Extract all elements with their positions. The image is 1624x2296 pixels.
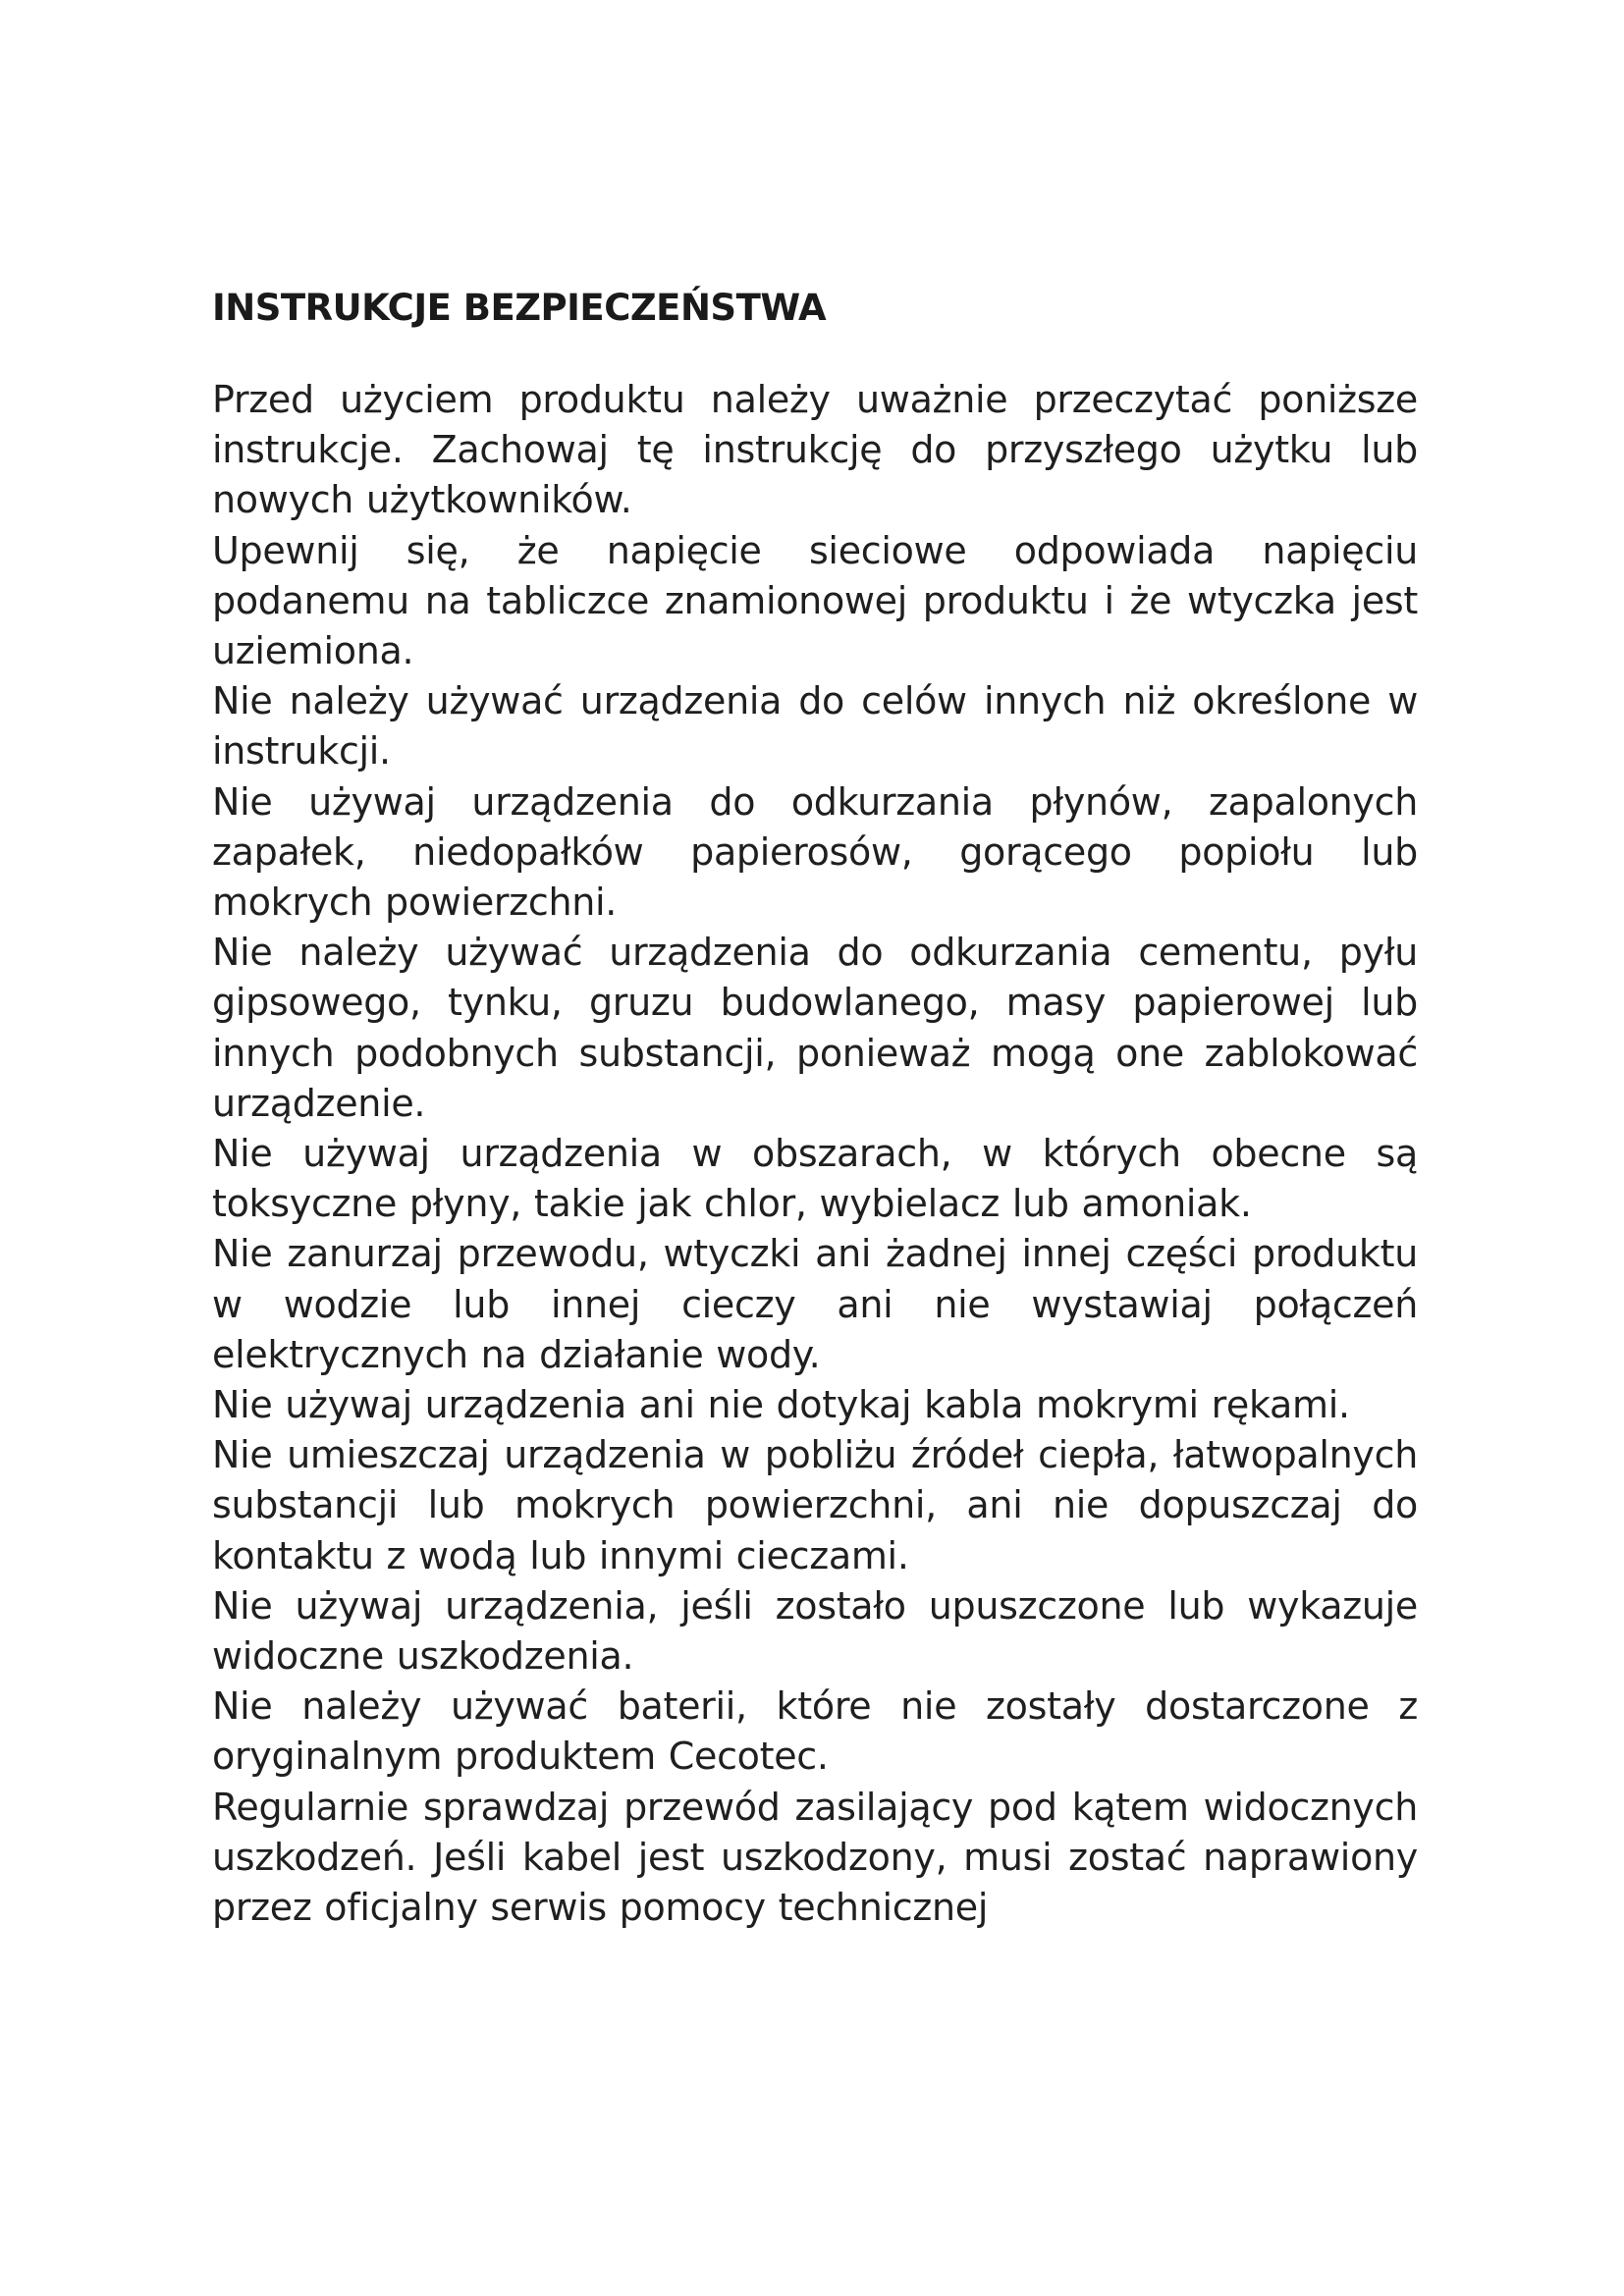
section-heading: INSTRUKCJE BEZPIECZEŃSTWA xyxy=(212,287,827,329)
instruction-paragraph-7: Nie zanurzaj przewodu, wtyczki ani żadnej innej części produktu w wodzie lub innej cieczy ani nie wystawiaj połączeń elektrycznych na działanie wody. xyxy=(212,1232,1418,1376)
document-content xyxy=(212,283,1418,1933)
instruction-paragraph-6: Nie używaj urządzenia w obszarach, w których obecne są toksyczne płyny, takie jak chlor, wybielacz lub amoniak. xyxy=(212,1132,1418,1226)
instruction-paragraph-8: Nie używaj urządzenia ani nie dotykaj kabla mokrymi rękami. xyxy=(212,1383,1350,1427)
instruction-paragraph-4: Nie używaj urządzenia do odkurzania płynów, zapalonych zapałek, niedopałków papierosów, gorącego popiołu lub mokrych powierzchni. xyxy=(212,779,1418,925)
instruction-paragraph-11: Nie należy używać baterii, które nie zostały dostarczone z oryginalnym produktem Cecotec. xyxy=(212,1684,1418,1779)
safety-instructions-list xyxy=(212,375,1418,1933)
instruction-paragraph-5: Nie należy używać urządzenia do odkurzania cementu, pyłu gipsowego, tynku, gruzu budowlanego, masy papierowej lub innych podobnych substancji, ponieważ mogą one zablokować urządzenie. xyxy=(212,931,1418,1125)
instruction-paragraph-3: Nie należy używać urządzenia do celów innych niż określone w instrukcji. xyxy=(212,679,1418,774)
instruction-paragraph-12: Regularnie sprawdzaj przewód zasilający pod kątem widocznych uszkodzeń. Jeśli kabel jest uszkodzony, musi zostać naprawiony przez oficjalny serwis pomocy technicznej xyxy=(212,1785,1418,1930)
instruction-paragraph-10: Nie używaj urządzenia, jeśli zostało upuszczone lub wykazuje widoczne uszkodzenia. xyxy=(212,1583,1418,1679)
instruction-paragraph-1: Przed użyciem produktu należy uważnie przeczytać poniższe instrukcje. Zachowaj tę instrukcję do przyszłego użytku lub nowych użytkowników. xyxy=(212,378,1418,522)
instruction-paragraph-2: Upewnij się, że napięcie sieciowe odpowiada napięciu podanemu na tabliczce znamionowej produktu i że wtyczka jest uziemiona. xyxy=(212,528,1418,673)
instruction-paragraph-9: Nie umieszczaj urządzenia w pobliżu źródeł ciepła, łatwopalnych substancji lub mokrych powierzchni, ani nie dopuszczaj do kontaktu z wodą lub innymi cieczami. xyxy=(212,1433,1418,1577)
